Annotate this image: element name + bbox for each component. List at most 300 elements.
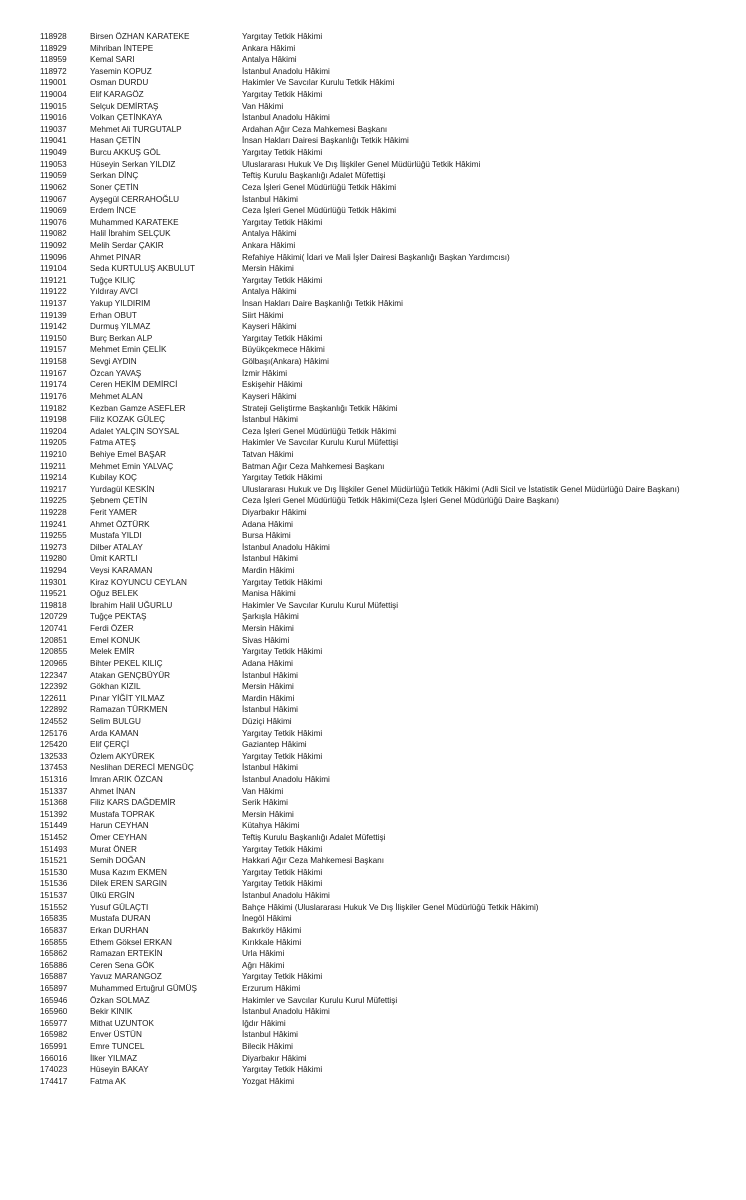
list-item: [40, 832, 740, 844]
person-name: Tuğçe PEKTAŞ: [90, 612, 147, 622]
person-name: Ülkü ERGİN: [90, 891, 135, 901]
registry-number: 165886: [40, 960, 68, 970]
registry-number: 119053: [40, 159, 67, 169]
registry-number: 119182: [40, 403, 67, 413]
list-item: [40, 820, 740, 832]
list-item: [40, 135, 740, 147]
list-item: [40, 611, 740, 623]
list-item: [40, 89, 740, 101]
list-item: [40, 286, 740, 298]
assignment-title: Büyükçekmece Hâkimi: [242, 345, 325, 355]
person-name: Semih DOĞAN: [90, 856, 146, 866]
person-name: Melek EMİR: [90, 647, 135, 657]
list-item: [40, 623, 740, 635]
list-item: [40, 1064, 740, 1076]
list-item: [40, 902, 740, 914]
assignment-title: Bilecik Hâkimi: [242, 1042, 293, 1052]
list-item: [40, 333, 740, 345]
assignment-title: İstanbul Anadolu Hâkimi: [242, 775, 330, 784]
assignment-title: Yargıtay Tetkik Hâkimi: [242, 473, 323, 483]
registry-number: 118928: [40, 32, 67, 41]
list-item: [40, 728, 740, 740]
registry-number: 119121: [40, 275, 67, 285]
registry-number: 119139: [40, 310, 67, 320]
list-item: [40, 809, 740, 821]
list-item: [40, 414, 740, 426]
assignment-title: Uluslararası Hukuk Ve Dış İlişkiler Genel Müdürlüğü Tetkik Hâkimi: [242, 159, 481, 169]
person-name: Erhan OBUT: [90, 310, 137, 320]
assignment-title: Ardahan Ağır Ceza Mahkemesi Başkanı: [242, 124, 388, 134]
person-name: Yasemin KOPUZ: [90, 66, 152, 76]
person-name: Mustafa DURAN: [90, 914, 151, 924]
person-name: Sevgi AYDIN: [90, 357, 137, 367]
person-name: Mehmet Emin ÇELİK: [90, 345, 167, 355]
registry-number: 165982: [40, 1030, 68, 1040]
list-item: [40, 112, 740, 124]
personnel-list: [40, 31, 740, 1087]
registry-number: 119157: [40, 345, 67, 355]
list-item: [40, 646, 740, 658]
person-name: Hüseyin BAKAY: [90, 1065, 149, 1075]
list-item: [40, 878, 740, 890]
person-name: Seda KURTULUŞ AKBULUT: [90, 264, 195, 274]
person-name: Kemal SARI: [90, 55, 135, 65]
registry-number: 119225: [40, 496, 67, 506]
assignment-title: Düziçi Hâkimi: [242, 716, 292, 726]
registry-number: 151449: [40, 821, 68, 831]
registry-number: 119096: [40, 252, 67, 262]
list-item: [40, 774, 740, 786]
list-item: [40, 658, 740, 670]
list-item: [40, 298, 740, 310]
assignment-title: İnegöl Hâkimi: [242, 914, 292, 924]
assignment-title: Ceza İşleri Genel Müdürlüğü Tetkik Hâkimi: [242, 182, 397, 192]
registry-number: 119104: [40, 264, 67, 274]
registry-number: 119204: [40, 426, 67, 436]
assignment-title: İstanbul Anadolu Hâkimi: [242, 1007, 330, 1017]
registry-number: 151552: [40, 902, 68, 912]
registry-number: 119062: [40, 182, 67, 192]
registry-number: 165897: [40, 983, 68, 993]
registry-number: 119001: [40, 78, 67, 88]
list-item: [40, 170, 740, 182]
person-name: Arda KAMAN: [90, 728, 139, 738]
registry-number: 165946: [40, 995, 68, 1005]
person-name: Mustafa TOPRAK: [90, 809, 155, 819]
registry-number: 119049: [40, 148, 67, 158]
list-item: [40, 670, 740, 682]
list-item: [40, 194, 740, 206]
person-name: Elif KARAGÖZ: [90, 90, 144, 100]
person-name: Musa Kazım EKMEN: [90, 867, 167, 877]
assignment-title: Kütahya Hâkimi: [242, 821, 300, 831]
person-name: Gökhan KIZIL: [90, 682, 141, 692]
person-name: Selçuk DEMİRTAŞ: [90, 101, 159, 111]
list-item: [40, 530, 740, 542]
registry-number: 119273: [40, 542, 67, 552]
assignment-title: Gölbaşı(Ankara) Hâkimi: [242, 357, 329, 367]
registry-number: 165887: [40, 972, 68, 982]
list-item: [40, 565, 740, 577]
registry-number: 151493: [40, 844, 68, 854]
registry-number: 120741: [40, 624, 68, 634]
person-name: Yusuf GÜLAÇTI: [90, 902, 149, 912]
person-name: İmran ARIK ÖZCAN: [90, 775, 163, 784]
person-name: Muhammed KARATEKE: [90, 217, 179, 227]
list-item: [40, 960, 740, 972]
assignment-title: Yargıtay Tetkik Hâkimi: [242, 577, 323, 587]
registry-number: 119016: [40, 113, 67, 123]
assignment-title: Serik Hâkimi: [242, 798, 288, 808]
registry-number: 119818: [40, 600, 67, 610]
person-name: Osman DURDU: [90, 78, 149, 88]
list-item: [40, 437, 740, 449]
person-name: Adalet YALÇIN SOYSAL: [90, 426, 180, 436]
person-name: İlker YILMAZ: [90, 1053, 138, 1063]
registry-number: 119041: [40, 136, 67, 146]
list-item: [40, 310, 740, 322]
assignment-title: Şarkışla Hâkimi: [242, 612, 299, 622]
person-name: Ayşegül CERRAHOĞLU: [90, 194, 180, 204]
assignment-title: İstanbul Hâkimi: [242, 670, 298, 680]
registry-number: 151368: [40, 798, 68, 808]
list-item: [40, 217, 740, 229]
assignment-title: Antalya Hâkimi: [242, 287, 297, 297]
person-name: Emre TUNCEL: [90, 1042, 145, 1052]
assignment-title: Uluslararası Hukuk ve Dış İlişkiler Genel Müdürlüğü Tetkik Hâkimi (Adli Sicil ve İstatistik Genel Müdürlüğü Daire Başkanı): [242, 484, 680, 494]
list-item: [40, 925, 740, 937]
list-item: [40, 391, 740, 403]
person-name: Veysi KARAMAN: [90, 566, 153, 576]
assignment-title: Erzurum Hâkimi: [242, 983, 301, 993]
person-name: Fatma AK: [90, 1076, 126, 1086]
registry-number: 119067: [40, 194, 67, 204]
person-name: Melih Serdar ÇAKIR: [90, 240, 164, 250]
assignment-title: İstanbul Hâkimi: [242, 415, 298, 425]
registry-number: 119076: [40, 217, 67, 227]
assignment-title: Yargıtay Tetkik Hâkimi: [242, 32, 323, 41]
list-item: [40, 588, 740, 600]
assignment-title: Iğdır Hâkimi: [242, 1018, 286, 1028]
assignment-title: Yargıtay Tetkik Hâkimi: [242, 751, 323, 761]
person-name: Özlem AKYÜREK: [90, 751, 155, 761]
assignment-title: İstanbul Anadolu Hâkimi: [242, 891, 330, 901]
person-name: Erdem İNCE: [90, 206, 136, 216]
assignment-title: Yargıtay Tetkik Hâkimi: [242, 972, 323, 982]
list-item: [40, 693, 740, 705]
assignment-title: Batman Ağır Ceza Mahkemesi Başkanı: [242, 461, 385, 471]
person-name: Elif ÇERÇİ: [90, 740, 130, 750]
person-name: Durmuş YILMAZ: [90, 322, 151, 332]
assignment-title: Ceza İşleri Genel Müdürlüğü Tetkik Hâkimi: [242, 426, 397, 436]
registry-number: 137453: [40, 763, 68, 773]
registry-number: 119294: [40, 566, 67, 576]
list-item: [40, 913, 740, 925]
assignment-title: Antalya Hâkimi: [242, 229, 297, 239]
list-item: [40, 77, 740, 89]
assignment-title: Yargıtay Tetkik Hâkimi: [242, 333, 323, 343]
assignment-title: Yargıtay Tetkik Hâkimi: [242, 867, 323, 877]
assignment-title: Hakkari Ağır Ceza Mahkemesi Başkanı: [242, 856, 384, 866]
person-name: Ahmet ÖZTÜRK: [90, 519, 150, 529]
registry-number: 118929: [40, 43, 67, 53]
registry-number: 119280: [40, 554, 67, 564]
person-name: Mihriban İNTEPE: [90, 43, 154, 53]
assignment-title: Hakimler ve Savcılar Kurulu Kurul Müfettişi: [242, 995, 398, 1005]
list-item: [40, 890, 740, 902]
person-name: Yurdagül KESKİN: [90, 484, 155, 494]
assignment-title: Urla Hâkimi: [242, 949, 285, 959]
registry-number: 165835: [40, 914, 68, 924]
assignment-title: Mardin Hâkimi: [242, 693, 295, 703]
registry-number: 119211: [40, 461, 67, 471]
assignment-title: Yargıtay Tetkik Hâkimi: [242, 647, 323, 657]
list-item: [40, 507, 740, 519]
list-item: [40, 472, 740, 484]
assignment-title: Bakırköy Hâkimi: [242, 925, 302, 935]
assignment-title: İzmir Hâkimi: [242, 368, 288, 378]
registry-number: 151521: [40, 856, 68, 866]
assignment-title: Yargıtay Tetkik Hâkimi: [242, 275, 323, 285]
list-item: [40, 379, 740, 391]
assignment-title: Siirt Hâkimi: [242, 310, 284, 320]
registry-number: 165862: [40, 949, 68, 959]
registry-number: 119217: [40, 484, 67, 494]
registry-number: 119015: [40, 101, 67, 111]
registry-number: 151536: [40, 879, 68, 889]
person-name: Mehmet Emin YALVAÇ: [90, 461, 174, 471]
list-item: [40, 855, 740, 867]
assignment-title: Bursa Hâkimi: [242, 531, 291, 541]
person-name: Emel KONUK: [90, 635, 141, 645]
assignment-title: Diyarbakır Hâkimi: [242, 1053, 307, 1063]
person-name: Muhammed Ertuğrul GÜMÜŞ: [90, 983, 197, 993]
assignment-title: Antalya Hâkimi: [242, 55, 297, 65]
registry-number: 151537: [40, 891, 68, 901]
person-name: Selim BULGU: [90, 716, 141, 726]
registry-number: 151392: [40, 809, 68, 819]
list-item: [40, 275, 740, 287]
list-item: [40, 368, 740, 380]
person-name: Harun CEYHAN: [90, 821, 149, 831]
assignment-title: Hakimler Ve Savcılar Kurulu Kurul Müfettişi: [242, 438, 399, 448]
person-name: Neslihan DERECİ MENGÜÇ: [90, 763, 194, 773]
list-item: [40, 983, 740, 995]
registry-number: 125176: [40, 728, 68, 738]
registry-number: 119059: [40, 171, 67, 181]
registry-number: 119150: [40, 333, 67, 343]
person-name: Ferit YAMER: [90, 507, 138, 517]
registry-number: 119158: [40, 357, 67, 367]
registry-number: 120851: [40, 635, 68, 645]
registry-number: 122611: [40, 693, 67, 703]
list-item: [40, 54, 740, 66]
assignment-title: İstanbul Anadolu Hâkimi: [242, 542, 330, 552]
person-name: Tuğçe KILIÇ: [90, 275, 136, 285]
assignment-title: Ceza İşleri Genel Müdürlüğü Tetkik Hâkimi(Ceza İşleri Genel Müdürlüğü Daire Başkanı): [242, 496, 560, 506]
list-item: [40, 344, 740, 356]
assignment-title: Sivas Hâkimi: [242, 635, 290, 645]
list-item: [40, 704, 740, 716]
person-name: Hüseyin Serkan YILDIZ: [90, 159, 176, 169]
assignment-title: Tatvan Hâkimi: [242, 449, 294, 459]
registry-number: 119198: [40, 415, 67, 425]
registry-number: 119174: [40, 380, 67, 390]
assignment-title: Strateji Geliştirme Başkanlığı Tetkik Hâkimi: [242, 403, 398, 413]
person-name: Yıldıray AVCI: [90, 287, 139, 297]
person-name: Dilber ATALAY: [90, 542, 143, 552]
list-item: [40, 101, 740, 113]
person-name: Ümit KARTLI: [90, 554, 138, 564]
list-item: [40, 995, 740, 1007]
person-name: Ethem Göksel ERKAN: [90, 937, 172, 947]
registry-number: 119241: [40, 519, 67, 529]
person-name: Şebnem ÇETİN: [90, 496, 148, 506]
list-item: [40, 31, 740, 43]
list-item: [40, 159, 740, 171]
assignment-title: Teftiş Kurulu Başkanlığı Adalet Müfettişi: [242, 171, 386, 181]
registry-number: 119004: [40, 90, 67, 100]
person-name: Ahmet İNAN: [90, 786, 136, 796]
assignment-title: Adana Hâkimi: [242, 658, 293, 668]
person-name: Dilek EREN SARGIN: [90, 879, 167, 889]
registry-number: 120729: [40, 612, 68, 622]
assignment-title: Ceza İşleri Genel Müdürlüğü Tetkik Hâkimi: [242, 206, 397, 216]
list-item: [40, 577, 740, 589]
person-name: Atakan GENÇBÜYÜR: [90, 670, 171, 680]
assignment-title: Ankara Hâkimi: [242, 240, 296, 250]
person-name: Filiz KOZAK GÜLEÇ: [90, 415, 166, 425]
person-name: Volkan ÇETİNKAYA: [90, 113, 163, 123]
assignment-title: Teftiş Kurulu Başkanlığı Adalet Müfettişi: [242, 833, 386, 843]
registry-number: 122392: [40, 682, 68, 692]
person-name: Mehmet Ali TURGUTALP: [90, 124, 182, 134]
person-name: Ramazan ERTEKİN: [90, 949, 163, 959]
person-name: Ömer CEYHAN: [90, 833, 147, 843]
person-name: Filiz KARS DAĞDEMİR: [90, 798, 176, 808]
person-name: Özcan YAVAŞ: [90, 368, 142, 378]
list-item: [40, 124, 740, 136]
assignment-title: Mardin Hâkimi: [242, 566, 295, 576]
registry-number: 151452: [40, 833, 68, 843]
list-item: [40, 426, 740, 438]
registry-number: 151316: [40, 775, 68, 784]
assignment-title: İstanbul Hâkimi: [242, 1030, 298, 1040]
assignment-title: Eskişehir Hâkimi: [242, 380, 303, 390]
list-item: [40, 937, 740, 949]
person-name: Mustafa YILDI: [90, 531, 142, 541]
list-item: [40, 635, 740, 647]
list-item: [40, 1018, 740, 1030]
registry-number: 119521: [40, 589, 67, 599]
assignment-title: Van Hâkimi: [242, 786, 284, 796]
registry-number: 119228: [40, 507, 67, 517]
person-name: Halil İbrahim SELÇUK: [90, 229, 171, 239]
registry-number: 119214: [40, 473, 67, 483]
assignment-title: Mersin Hâkimi: [242, 682, 294, 692]
assignment-title: Yozgat Hâkimi: [242, 1076, 295, 1086]
list-item: [40, 321, 740, 333]
registry-number: 165855: [40, 937, 68, 947]
assignment-title: Gaziantep Hâkimi: [242, 740, 307, 750]
assignment-title: Mersin Hâkimi: [242, 624, 294, 634]
assignment-title: Kayseri Hâkimi: [242, 322, 297, 332]
list-item: [40, 228, 740, 240]
assignment-title: Van Hâkimi: [242, 101, 284, 111]
person-name: Kiraz KOYUNCU CEYLAN: [90, 577, 187, 587]
registry-number: 119167: [40, 368, 67, 378]
list-item: [40, 1006, 740, 1018]
list-item: [40, 739, 740, 751]
list-item: [40, 751, 740, 763]
registry-number: 120965: [40, 658, 68, 668]
registry-number: 119205: [40, 438, 67, 448]
registry-number: 119142: [40, 322, 67, 332]
list-item: [40, 797, 740, 809]
registry-number: 165991: [40, 1042, 68, 1052]
person-name: Ceren HEKİM DEMİRCİ: [90, 380, 178, 390]
list-item: [40, 66, 740, 78]
list-item: [40, 762, 740, 774]
list-item: [40, 1053, 740, 1065]
list-item: [40, 948, 740, 960]
registry-number: 118959: [40, 55, 67, 65]
assignment-title: Yargıtay Tetkik Hâkimi: [242, 148, 323, 158]
registry-number: 119210: [40, 449, 67, 459]
registry-number: 132533: [40, 751, 68, 761]
assignment-title: Mersin Hâkimi: [242, 264, 294, 274]
registry-number: 124552: [40, 716, 68, 726]
assignment-title: Yargıtay Tetkik Hâkimi: [242, 217, 323, 227]
list-item: [40, 205, 740, 217]
registry-number: 122892: [40, 705, 68, 715]
person-name: Ahmet PINAR: [90, 252, 141, 262]
list-item: [40, 1076, 740, 1088]
registry-number: 119255: [40, 531, 67, 541]
assignment-title: İnsan Hakları Dairesi Başkanlığı Tetkik Hâkimi: [242, 136, 409, 146]
person-name: Oğuz BELEK: [90, 589, 139, 599]
person-name: Pınar YİĞİT YILMAZ: [90, 693, 165, 703]
registry-number: 120855: [40, 647, 68, 657]
person-name: Mithat UZUNTOK: [90, 1018, 154, 1028]
person-name: Ceren Sena GÖK: [90, 960, 155, 970]
assignment-title: Hakimler Ve Savcılar Kurulu Kurul Müfettişi: [242, 600, 399, 610]
person-name: Behiye Emel BAŞAR: [90, 449, 166, 459]
assignment-title: İnsan Hakları Daire Başkanlığı Tetkik Hâkimi: [242, 299, 403, 309]
person-name: Birsen ÖZHAN KARATEKE: [90, 32, 190, 41]
registry-number: 174023: [40, 1065, 68, 1075]
list-item: [40, 1041, 740, 1053]
list-item: [40, 844, 740, 856]
list-item: [40, 519, 740, 531]
list-item: [40, 147, 740, 159]
assignment-title: Refahiye Hâkimi( İdari ve Mali İşler Dairesi Başkanlığı Başkan Yardımcısı): [242, 252, 510, 262]
list-item: [40, 356, 740, 368]
person-name: Burcu AKKUŞ GÖL: [90, 148, 161, 158]
person-name: Hasan ÇETİN: [90, 136, 141, 146]
registry-number: 119082: [40, 229, 67, 239]
assignment-title: İstanbul Anadolu Hâkimi: [242, 113, 330, 123]
assignment-title: İstanbul Hâkimi: [242, 194, 298, 204]
list-item: [40, 263, 740, 275]
list-item: [40, 240, 740, 252]
registry-number: 166016: [40, 1053, 68, 1063]
list-item: [40, 867, 740, 879]
assignment-title: İstanbul Hâkimi: [242, 763, 298, 773]
person-name: Özkan SOLMAZ: [90, 995, 150, 1005]
person-name: Mehmet ALAN: [90, 391, 143, 401]
list-item: [40, 403, 740, 415]
